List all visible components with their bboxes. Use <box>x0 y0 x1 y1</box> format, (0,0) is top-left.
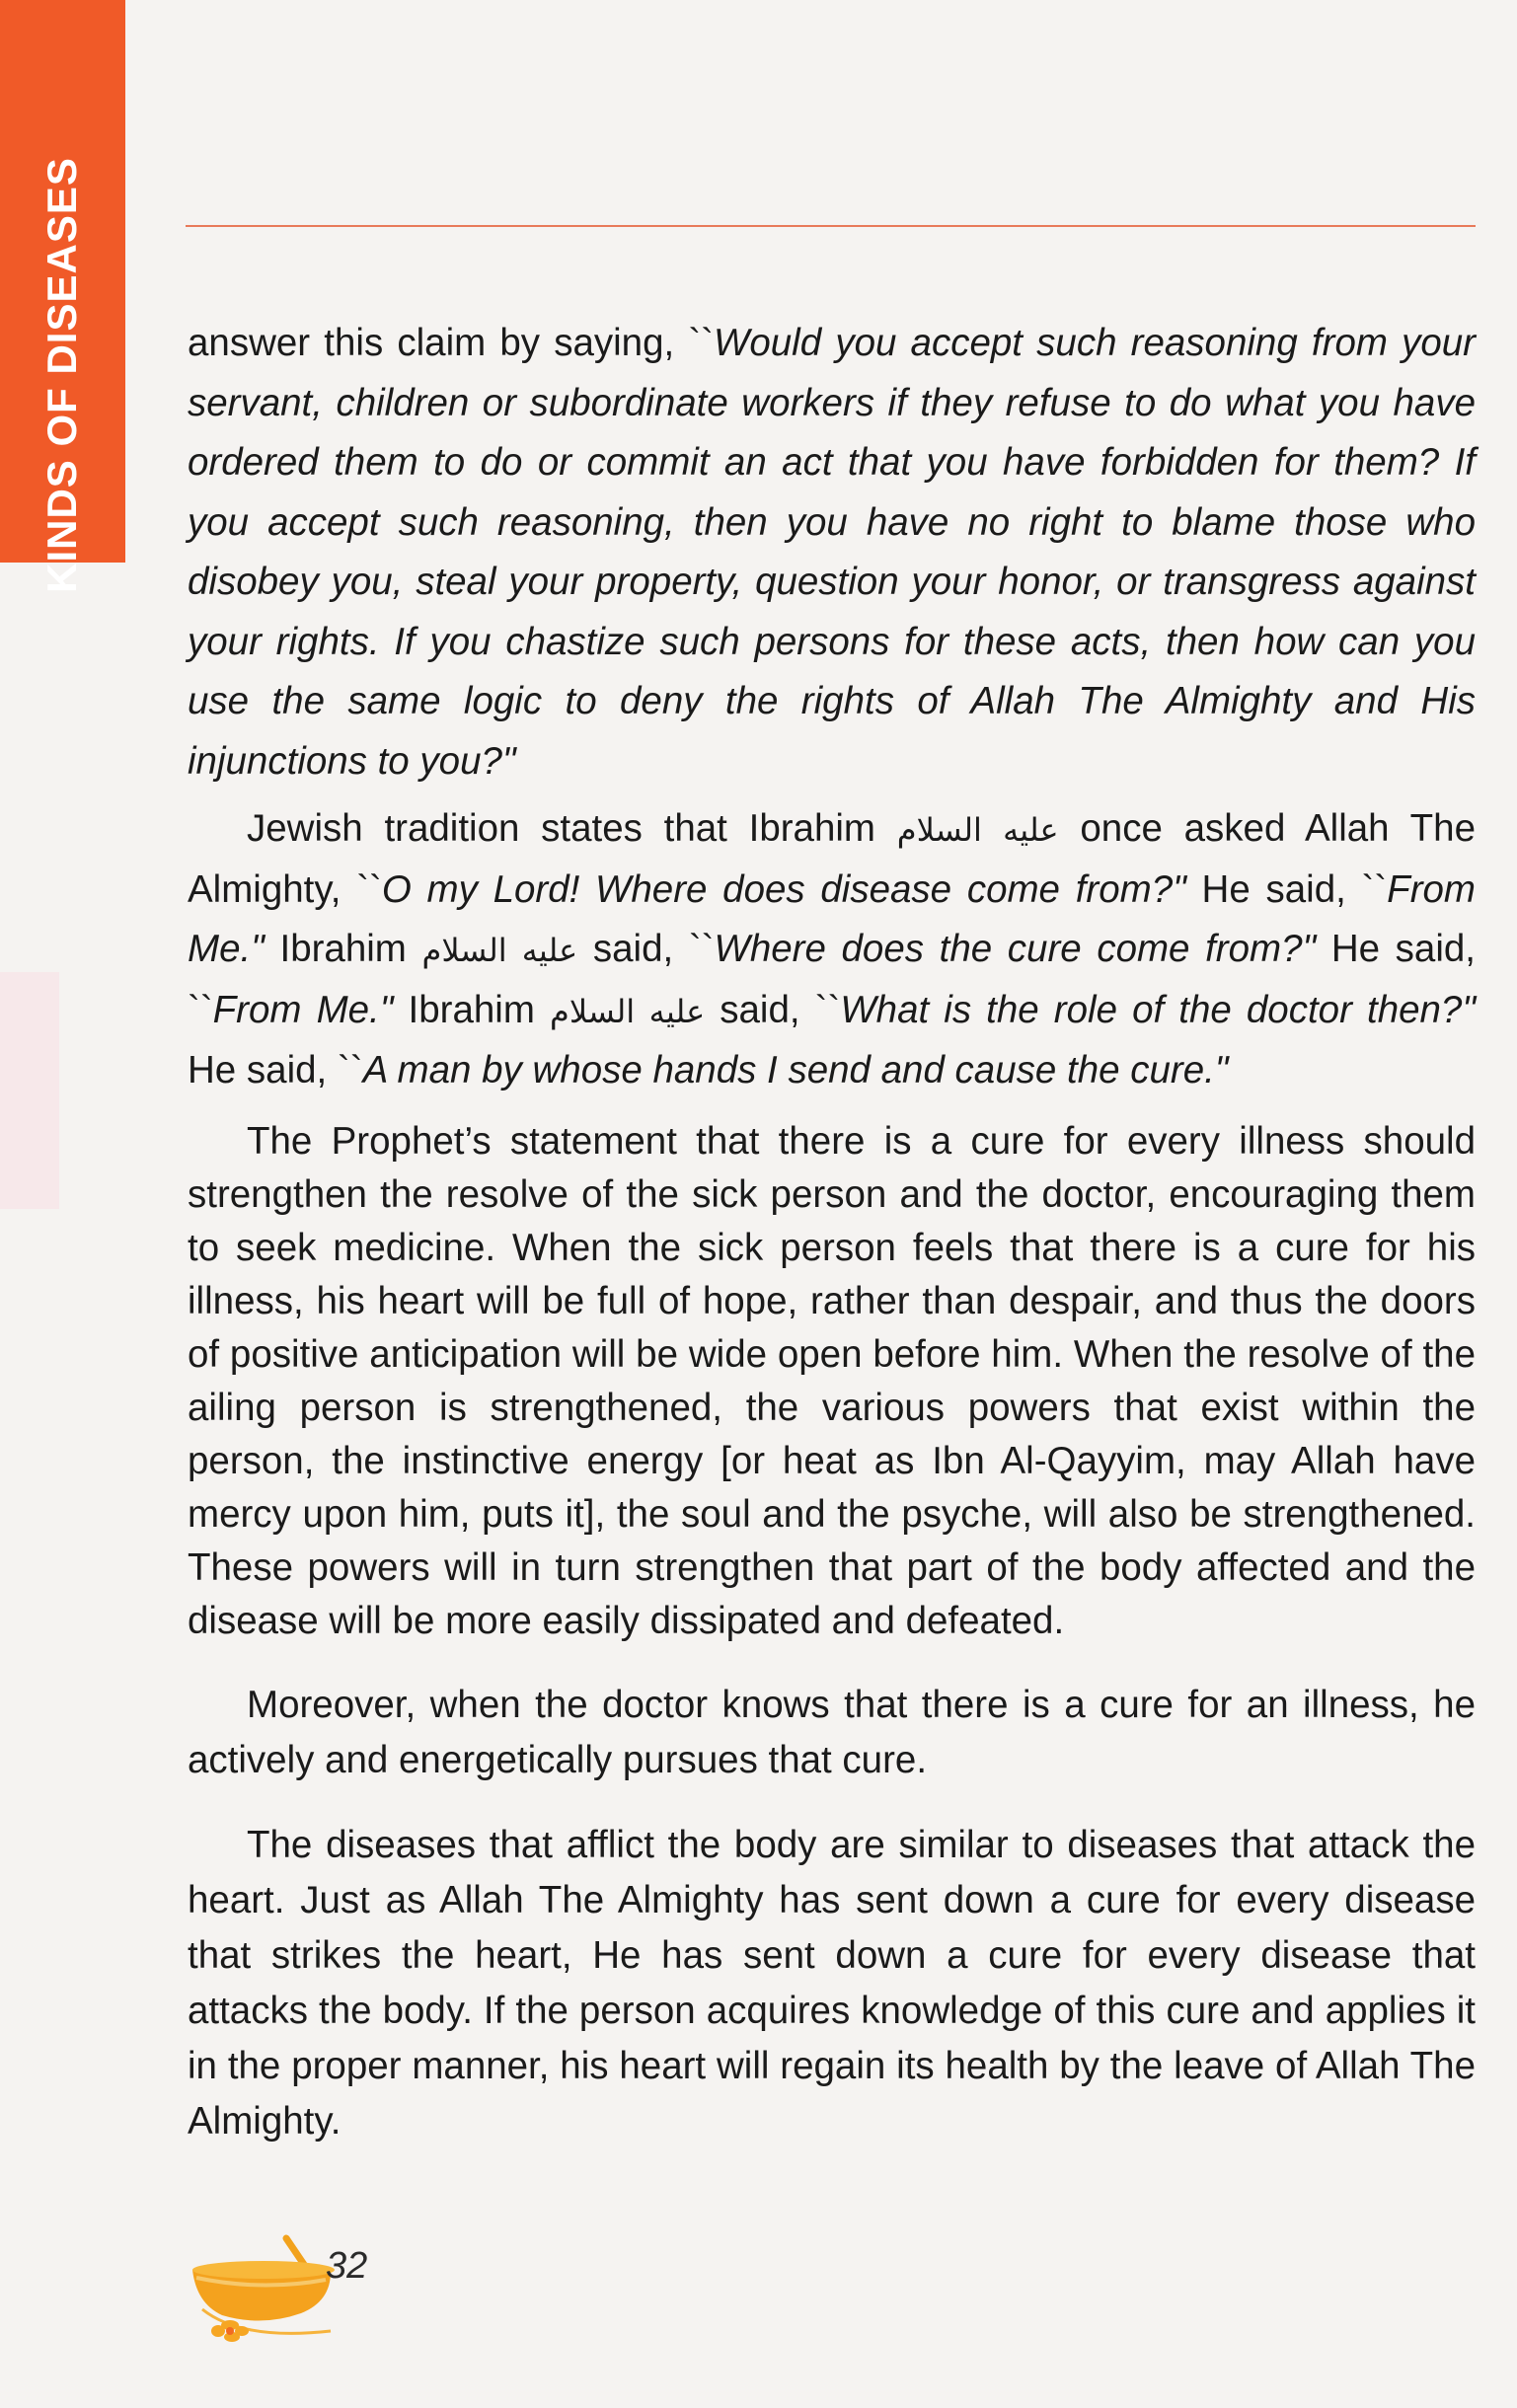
quote: From Me." <box>188 867 1476 970</box>
header-rule <box>186 225 1476 227</box>
honorific-arabic: عليه السلام <box>421 932 578 969</box>
paragraph-5: The diseases that afflict the body are similar to diseases that attack the heart. Just as Allah The Almighty has sent down a cure for every disease that strikes the heart, He has sent down a cure for every disease that attacks the body. If the person acquires knowledge of this cure and applies it in the proper manner, his heart will regain its health by the leave of Allah The Almighty. <box>188 1823 1476 2143</box>
chapter-title: KINDS OF DISEASES <box>38 157 85 593</box>
page-number: 32 <box>326 2245 368 2287</box>
paragraph-4: Moreover, when the doctor knows that there is a cure for an illness, he actively and energetically pursues that cure. <box>188 1683 1476 1781</box>
paragraph-3: The Prophet’s statement that there is a cure for every illness should strengthen the resolve of the sick person and the doctor, encouraging them to seek medicine. When the sick person feels that there is a cure for his illness, his heart will be full of hope, rather than despair, and thus the doors of positive anticipation will be wide open before him. When the resolve of the ailing person is strengthened, the various powers that exist within the person, the instinctive energy [or heat as Ibn Al-Qayyim, may Allah have mercy upon him, puts it], the soul and the psyche, will also be strengthened. These powers will in turn strengthen that part of the body affected and the disease will be more easily dissipated and defeated. <box>188 1119 1476 1642</box>
quote: From Me." <box>212 988 394 1031</box>
paragraph-1: answer this claim by saying, ``Would you accept such reasoning from your servant, children or subordinate workers if they refuse to do what you have ordered them to do or commit an act that you have forbidden for them? If you accept such reasoning, then you have no right to blame those who disobey you, steal your property, question your honor, or transgress against your rights. If you chastize such persons for these acts, then how can you use the same logic to deny the rights of Allah The Almighty and His injunctions to you?" <box>188 322 1476 783</box>
honorific-arabic: عليه السلام <box>896 811 1059 849</box>
page-body <box>188 314 1476 2149</box>
chapter-side-tab <box>0 0 125 593</box>
quote: Where does the cure come from?" <box>714 928 1317 970</box>
quote: A man by whose hands I send and cause the cure." <box>362 1049 1229 1091</box>
quote: Would you accept such reasoning from your servant, children or subordinate workers if they refuse to do what you have ordered them to do or commit an act that you have forbidden for them? If you accept such reasoning, then you have no right to blame those who disobey you, steal your property, question your honor, or transgress against your rights. If you chastize such persons for these acts, then how can you use the same logic to deny the rights of Allah The Almighty and His injunctions to you?" <box>188 322 1476 783</box>
paragraph-2: Jewish tradition states that Ibrahim عليه السلام once asked Allah The Almighty, ``O my Lord! Where does disease come from?" He said, ``From Me." Ibrahim عليه السلام said, ``Where does the cure come from?" He said, ``From Me." Ibrahim عليه السلام said, ``What is the role of the doctor then?" He said, ``A man by whose hands I send and cause the cure." <box>188 807 1477 1091</box>
quote: What is the role of the doctor then?" <box>840 988 1477 1031</box>
side-margin-tint <box>0 972 59 1209</box>
quote: O my Lord! Where does disease come from?" <box>381 867 1186 911</box>
honorific-arabic: عليه السلام <box>550 992 706 1030</box>
